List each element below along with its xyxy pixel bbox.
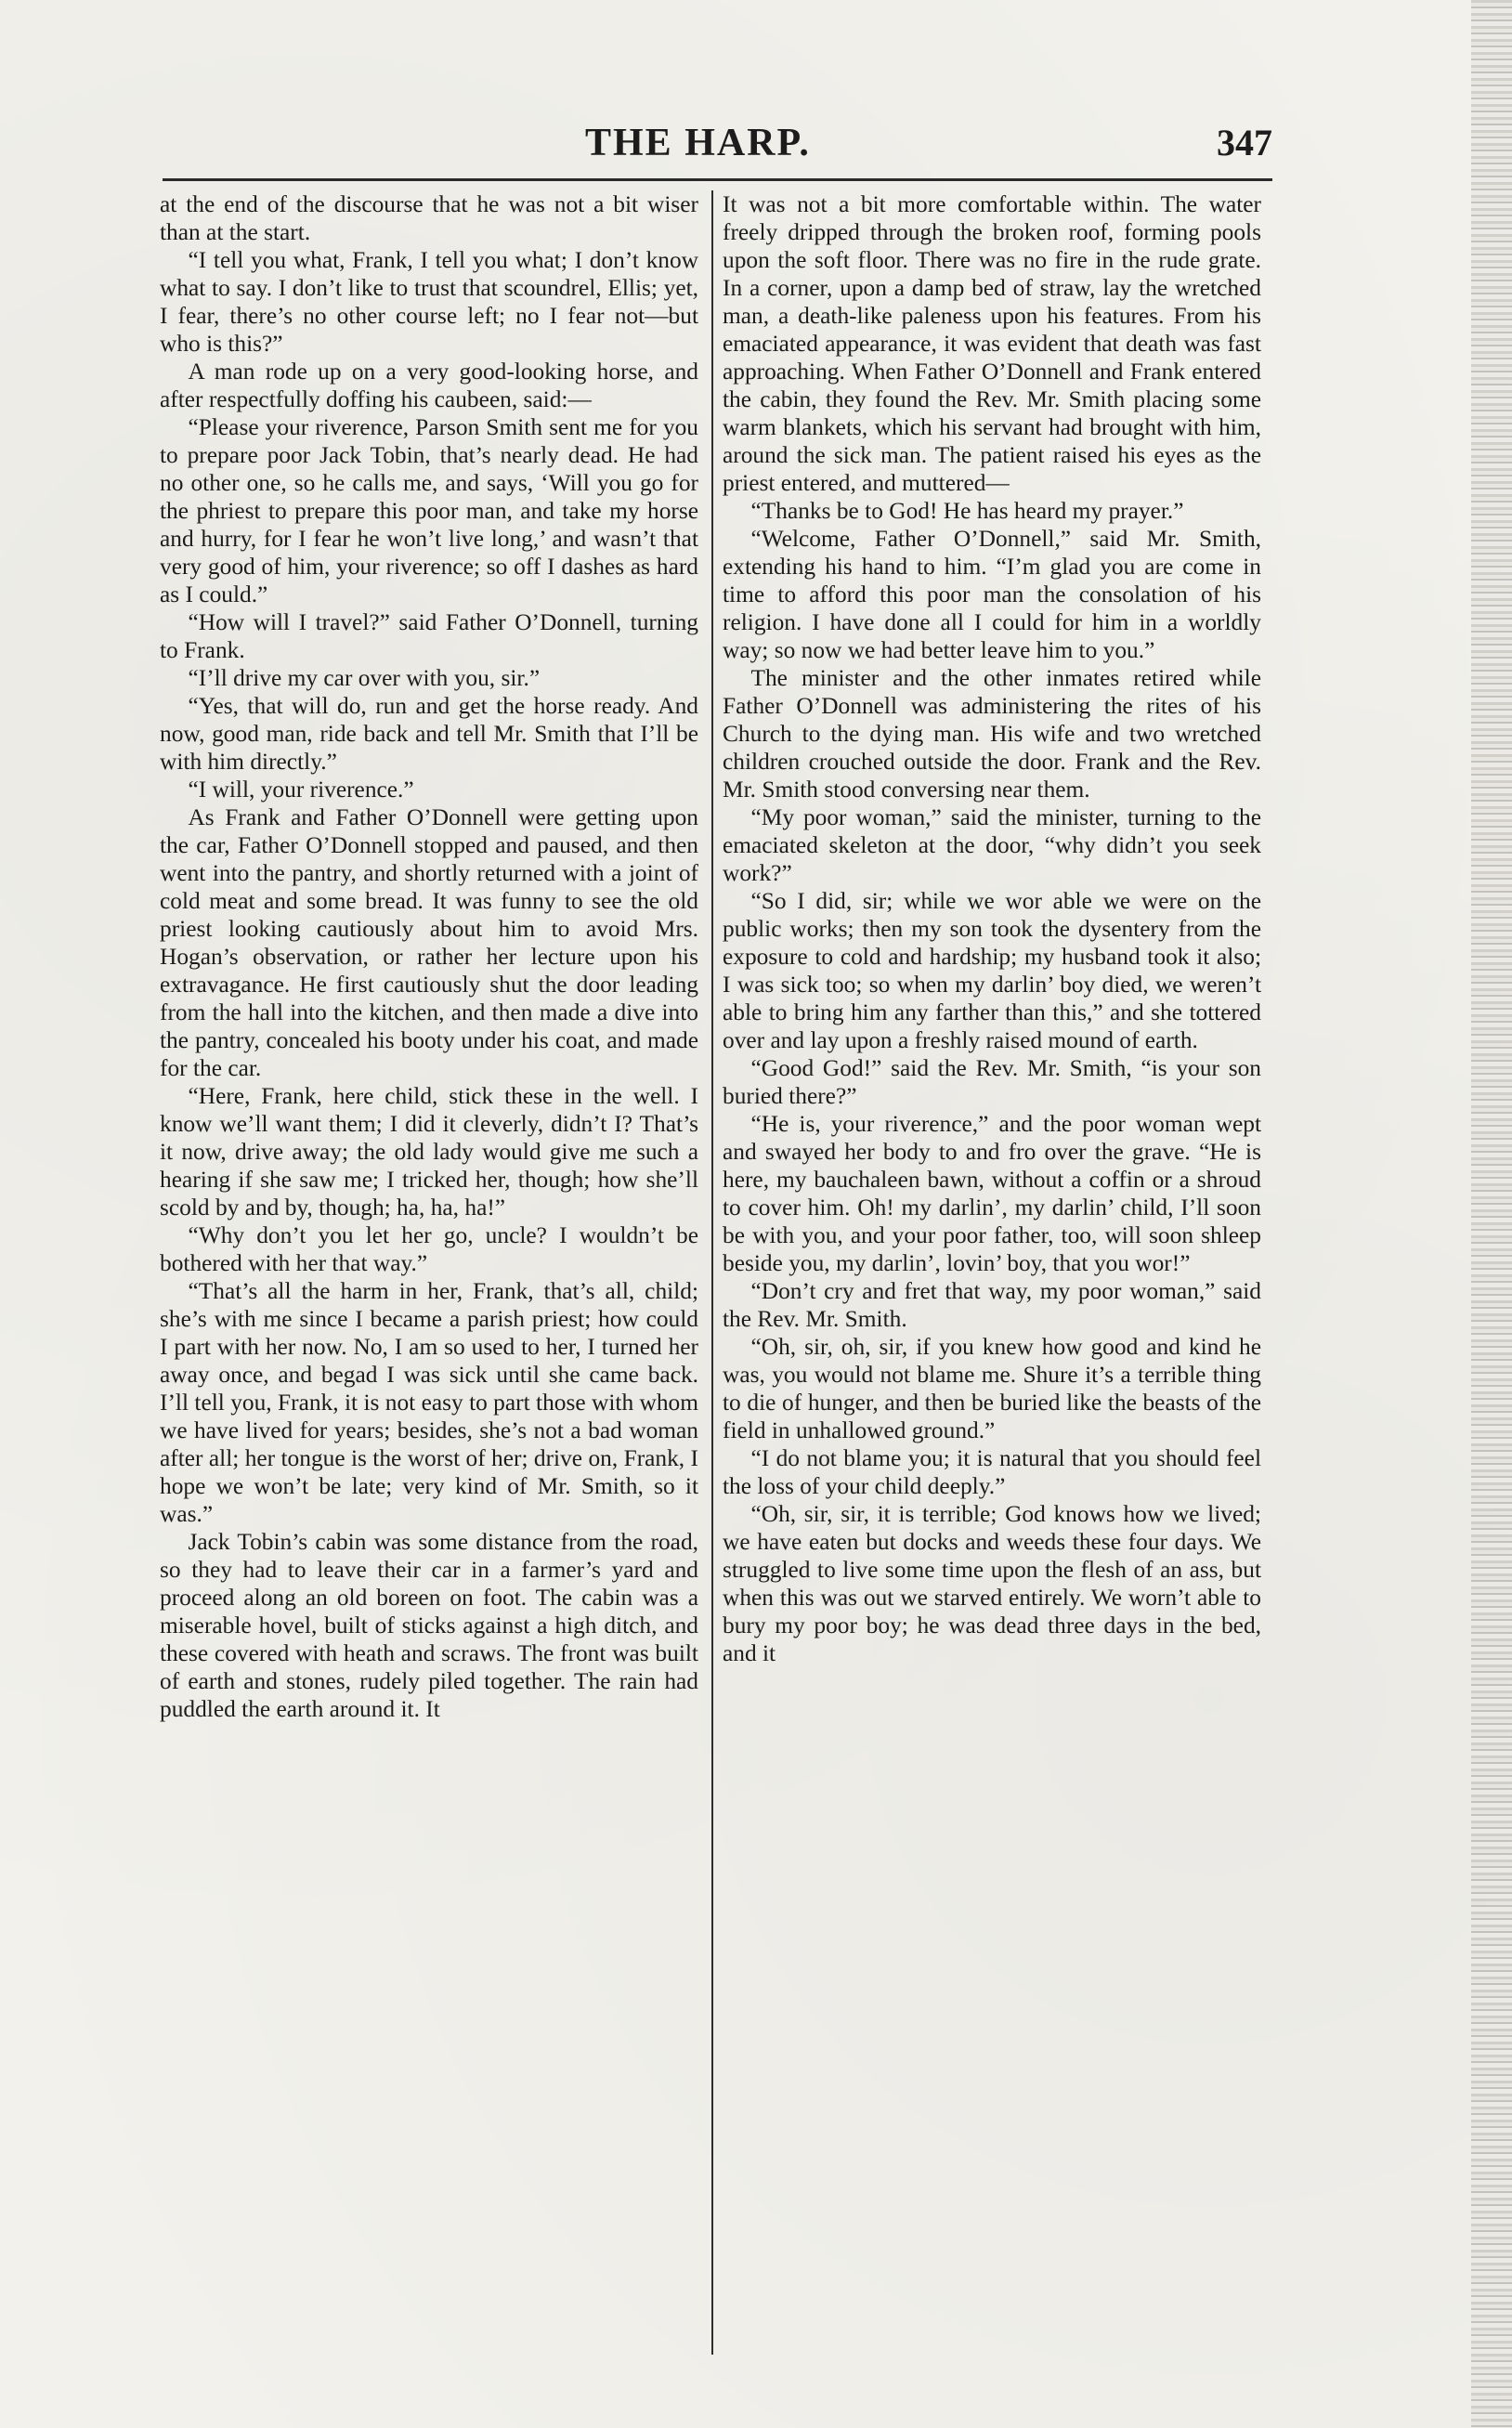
paragraph: As Frank and Father O’Donnell were getting upon the car, Father O’Donnell stopped and paused, and then went into the pantry, and shortly returned with a joint of cold meat and some bread. It was funny to see the old priest looking cautiously about him to avoid Mrs. Hogan’s observation, or rather her lecture upon his extravagance. He first cautiously shut the door leading from the hall into the kitchen, and then made a dive into the pantry, concealed his booty under his coat, and made for the car. (160, 804, 698, 1081)
paragraph: It was not a bit more comfortable within. The water freely dripped through the broken roof, forming pools upon the soft floor. There was no fire in the rude grate. In a corner, upon a damp bed of straw, lay the wretched man, a death-like paleness upon his features. From his emaciated appearance, it was evident that death was fast approaching. When Father O’Donnell and Frank entered the cabin, they found the Rev. Mr. Smith placing some warm blankets, which his servant had brought with him, around the sick man. The patient raised his eyes as the priest entered, and muttered— (723, 191, 1261, 496)
paragraph: “I’ll drive my car over with you, sir.” (188, 665, 541, 691)
page-header (158, 121, 1272, 167)
paragraph: “Welcome, Father O’Donnell,” said Mr. Smith, extending his hand to him. “I’m glad you are come in time to afford this poor man the consolation of his religion. I have done all I could for him in a worldly way; so now we had better leave him to you.” (723, 526, 1261, 663)
paragraph: “Oh, sir, oh, sir, if you knew how good and kind he was, you would not blame me. Shure it’s a terrible thing to die of hunger, and then be buried like the beasts of the field in unhallowed ground.” (723, 1334, 1261, 1443)
paragraph: “So I did, sir; while we wor able we were on the public works; then my son took the dysentery from the exposure to cold and hardship; my husband took it also; I was sick too; so when my darlin’ boy died, we weren’t able to bring him any farther than this,” and she tottered over and lay upon a freshly raised mound of earth. (723, 888, 1261, 1053)
paragraph: “I do not blame you; it is natural that you should feel the loss of your child deeply.” (723, 1445, 1261, 1499)
left-column (160, 190, 698, 2355)
paragraph: “Oh, sir, sir, it is terrible; God knows how we lived; we have eaten but docks and weeds these four days. We struggled to live some time upon the flesh of an ass, but when this was out we starved entirely. We worn’t able to bury my poor boy; he was dead three days in the bed, and it (723, 1501, 1261, 1666)
paragraph: “He is, your riverence,” and the poor woman wept and swayed her body to and fro over the grave. “He is here, my bauchaleen bawn, without a coffin or a shroud to cover him. Oh! my darlin’, my darlin’ child, I’ll soon be with you, and your poor father, too, will soon shleep beside you, my darlin’, lovin’ boy, that you wor!” (723, 1111, 1261, 1276)
paragraph: “Here, Frank, here child, stick these in the well. I know we’ll want them; I did it cleverly, didn’t I? That’s it now, drive away; the old lady would give me such a hearing if she saw me; I tricked her, though; how she’ll scold by and by, though; ha, ha, ha!” (160, 1083, 698, 1221)
paragraph: “Thanks be to God! He has heard my prayer.” (750, 498, 1184, 524)
right-column (723, 190, 1261, 2355)
paragraph: “Good God!” said the Rev. Mr. Smith, “is your son buried there?” (723, 1055, 1261, 1109)
paragraph: “Yes, that will do, run and get the horse ready. And now, good man, ride back and tell Mr. Smith that I’ll be with him directly.” (160, 693, 698, 775)
paragraph: “Don’t cry and fret that way, my poor woman,” said the Rev. Mr. Smith. (723, 1278, 1261, 1332)
paragraph: “How will I travel?” said Father O’Donnell, turning to Frank. (160, 609, 698, 663)
column-divider (711, 190, 713, 2355)
paragraph: “That’s all the harm in her, Frank, that’s all, child; she’s with me since I became a parish priest; how could I part with her now. No, I am so used to her, I turned her away once, and begad I was sick until she came back. I’ll tell you, Frank, it is not easy to part those with whom we have lived for years; besides, she’s not a bad woman after all; her tongue is the worst of her; drive on, Frank, I hope we won’t be late; very kind of Mr. Smith, so it was.” (160, 1278, 698, 1527)
running-title: THE HARP. (585, 122, 811, 164)
paragraph: “I will, your riverence.” (188, 777, 414, 803)
paragraph: at the end of the discourse that he was not a bit wiser than at the start. (160, 191, 698, 245)
paragraph: Jack Tobin’s cabin was some distance from the road, so they had to leave their car in a farmer’s yard and proceed along an old boreen on foot. The cabin was a miserable hovel, built of sticks against a high ditch, and these covered with heath and scraws. The front was built of earth and stones, rudely piled together. The rain had puddled the earth around it. It (160, 1529, 698, 1722)
paragraph: A man rode up on a very good-looking horse, and after respectfully doffing his caubeen, said:— (160, 359, 698, 412)
paragraph: “Please your riverence, Parson Smith sent me for you to prepare poor Jack Tobin, that’s nearly dead. He had no other one, so he calls me, and says, ‘Will you go for the phriest to prepare this poor man, and take my horse and hurry, for I fear he won’t live long,’ and wasn’t that very good of him, your riverence; so off I dashes as hard as I could.” (160, 414, 698, 607)
page-number: 347 (1217, 122, 1272, 163)
header-rule (163, 178, 1272, 181)
paragraph: “Why don’t you let her go, uncle? I wouldn’t be bothered with her that way.” (160, 1222, 698, 1276)
page-binding-edge (1471, 0, 1512, 2428)
paragraph: “My poor woman,” said the minister, turning to the emaciated skeleton at the door, “why didn’t you seek work?” (723, 804, 1261, 886)
paragraph: “I tell you what, Frank, I tell you what; I don’t know what to say. I don’t like to trust that scoundrel, Ellis; yet, I fear, there’s no other course left; no I fear not—but who is this?” (160, 247, 698, 357)
paragraph: The minister and the other inmates retired while Father O’Donnell was administering the rites of his Church to the dying man. His wife and two wretched children crouched outside the door. Frank and the Rev. Mr. Smith stood conversing near them. (723, 665, 1261, 803)
